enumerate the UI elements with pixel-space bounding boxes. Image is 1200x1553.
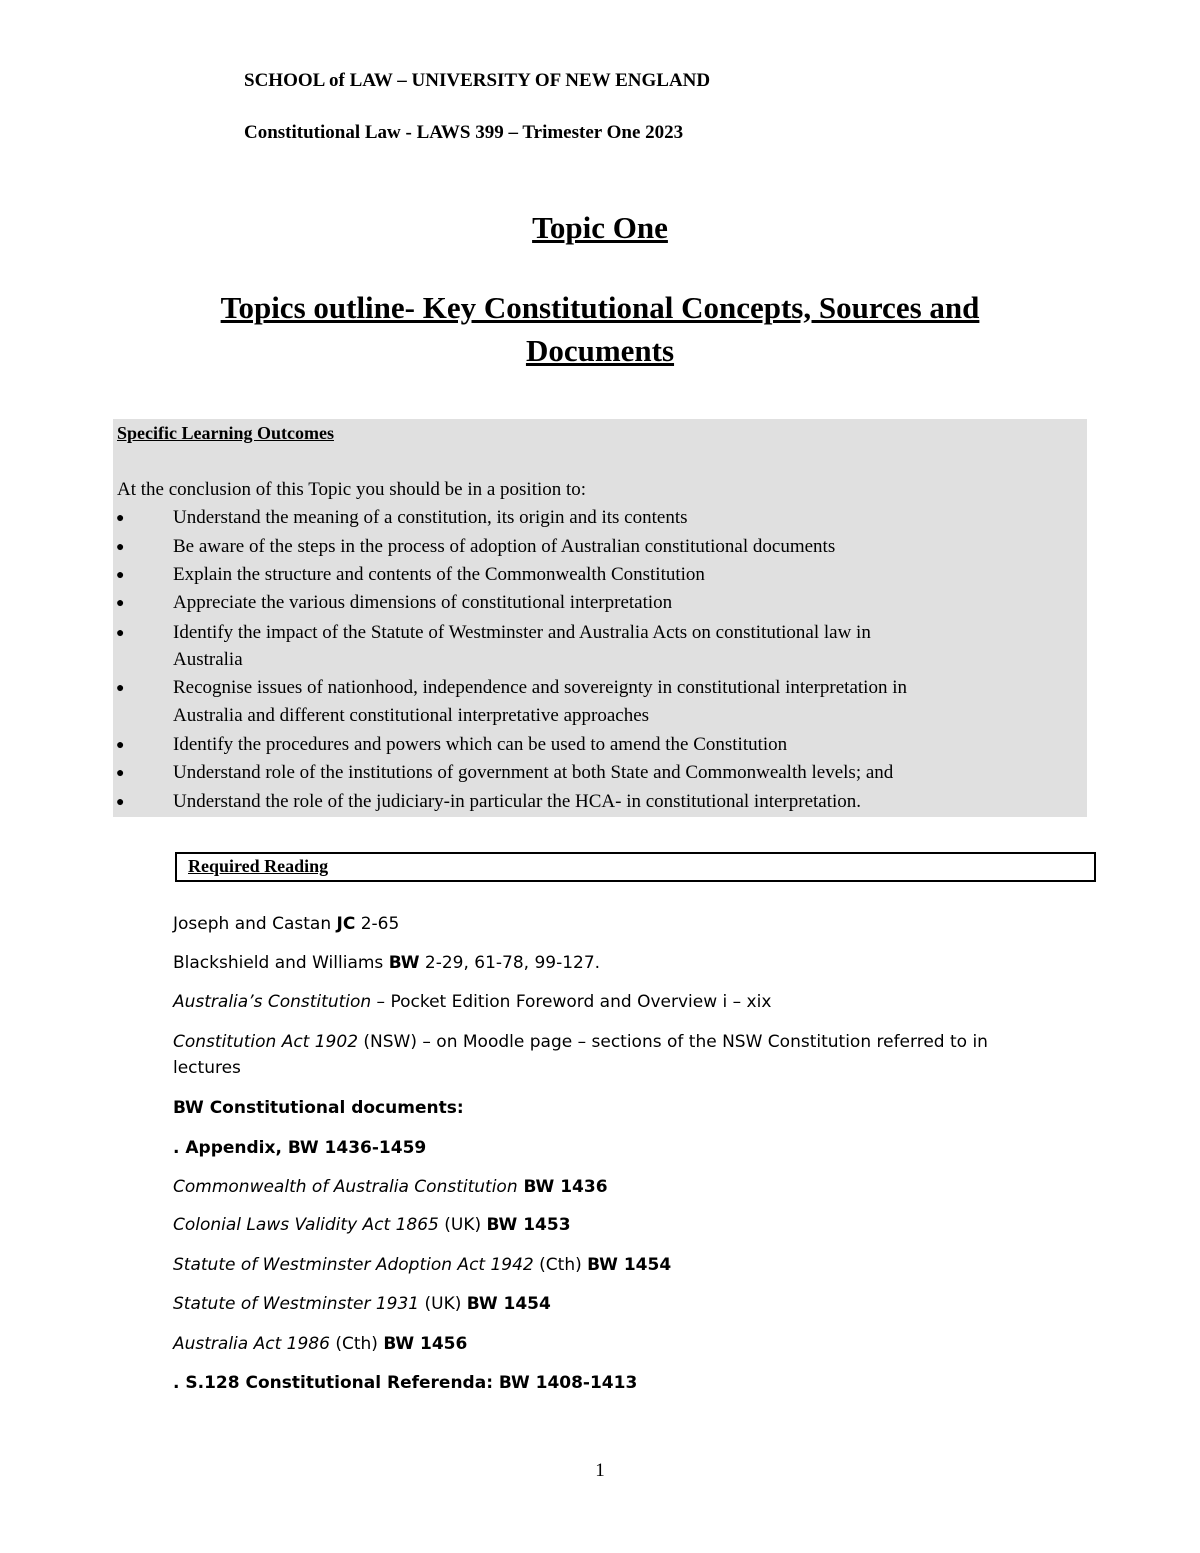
- page-number: 1: [595, 1460, 605, 1481]
- reading-sow-adoption: Statute of Westminster Adoption Act 1942 (Cth) BW 1454: [173, 1255, 672, 1275]
- learning-outcomes-heading: Specific Learning Outcomes: [117, 423, 334, 443]
- bullet-icon: ●: [116, 681, 125, 696]
- outcome-item: Identify the impact of the Statute of Westminster and Australia Acts on constitutional law in: [173, 622, 871, 643]
- bullet-icon: ●: [116, 795, 125, 810]
- reading-appendix: . Appendix, BW 1436-1459: [173, 1138, 427, 1158]
- reading-pocket-edition: Australia’s Constitution – Pocket Edition Foreword and Overview i – xix: [173, 992, 772, 1012]
- bullet-icon: ●: [116, 568, 125, 583]
- reading-joseph-castan: Joseph and Castan JC 2-65: [173, 914, 400, 934]
- reading-s128-referenda: . S.128 Constitutional Referenda: BW 1408-1413: [173, 1373, 638, 1393]
- school-header: SCHOOL of LAW – UNIVERSITY OF NEW ENGLAND: [244, 70, 711, 91]
- learning-outcomes-intro: At the conclusion of this Topic you should be in a position to:: [117, 479, 587, 500]
- reading-nsw-constitution: Constitution Act 1902 (NSW) – on Moodle page – sections of the NSW Constitution referred to in: [173, 1032, 988, 1052]
- bullet-icon: ●: [116, 511, 125, 526]
- outcome-item: Understand role of the institutions of government at both State and Commonwealth levels; and: [173, 762, 894, 783]
- reading-australia-act: Australia Act 1986 (Cth) BW 1456: [173, 1334, 468, 1354]
- bullet-icon: ●: [116, 738, 125, 753]
- reading-blackshield-williams: Blackshield and Williams BW 2-29, 61-78, 99-127.: [173, 953, 601, 973]
- outcome-item-continued: Australia: [173, 649, 243, 670]
- reading-nsw-constitution-continued: lectures: [173, 1058, 241, 1078]
- outcome-item: Appreciate the various dimensions of constitutional interpretation: [173, 592, 673, 613]
- outcome-item: Understand the role of the judiciary-in particular the HCA- in constitutional interpretation.: [173, 791, 862, 812]
- reading-sow-1931: Statute of Westminster 1931 (UK) BW 1454: [173, 1294, 551, 1314]
- reading-colonial-laws: Colonial Laws Validity Act 1865 (UK) BW 1453: [173, 1215, 571, 1235]
- outcome-item-continued: Australia and different constitutional interpretative approaches: [173, 705, 650, 726]
- outcome-item: Recognise issues of nationhood, independence and sovereignty in constitutional interpretation in: [173, 677, 907, 698]
- bullet-icon: ●: [116, 540, 125, 555]
- reading-commonwealth-constitution: Commonwealth of Australia Constitution BW 1436: [173, 1177, 608, 1197]
- outcome-item: Understand the meaning of a constitution, its origin and its contents: [173, 507, 688, 528]
- outline-title-line2: Documents: [525, 333, 675, 368]
- bullet-icon: ●: [116, 766, 125, 781]
- topic-title: Topic One: [532, 210, 668, 245]
- course-header: Constitutional Law - LAWS 399 – Trimester One 2023: [244, 122, 684, 143]
- required-reading-heading: Required Reading: [188, 856, 329, 876]
- outline-title-line1: Topics outline- Key Constitutional Concepts, Sources and: [220, 290, 980, 325]
- bullet-icon: ●: [116, 596, 125, 611]
- reading-bw-documents-heading: BW Constitutional documents:: [173, 1098, 464, 1118]
- outcome-item: Be aware of the steps in the process of adoption of Australian constitutional documents: [173, 536, 836, 557]
- outcome-item: Explain the structure and contents of the Commonwealth Constitution: [173, 564, 705, 585]
- outcome-item: Identify the procedures and powers which can be used to amend the Constitution: [173, 734, 788, 755]
- bullet-icon: ●: [116, 626, 125, 641]
